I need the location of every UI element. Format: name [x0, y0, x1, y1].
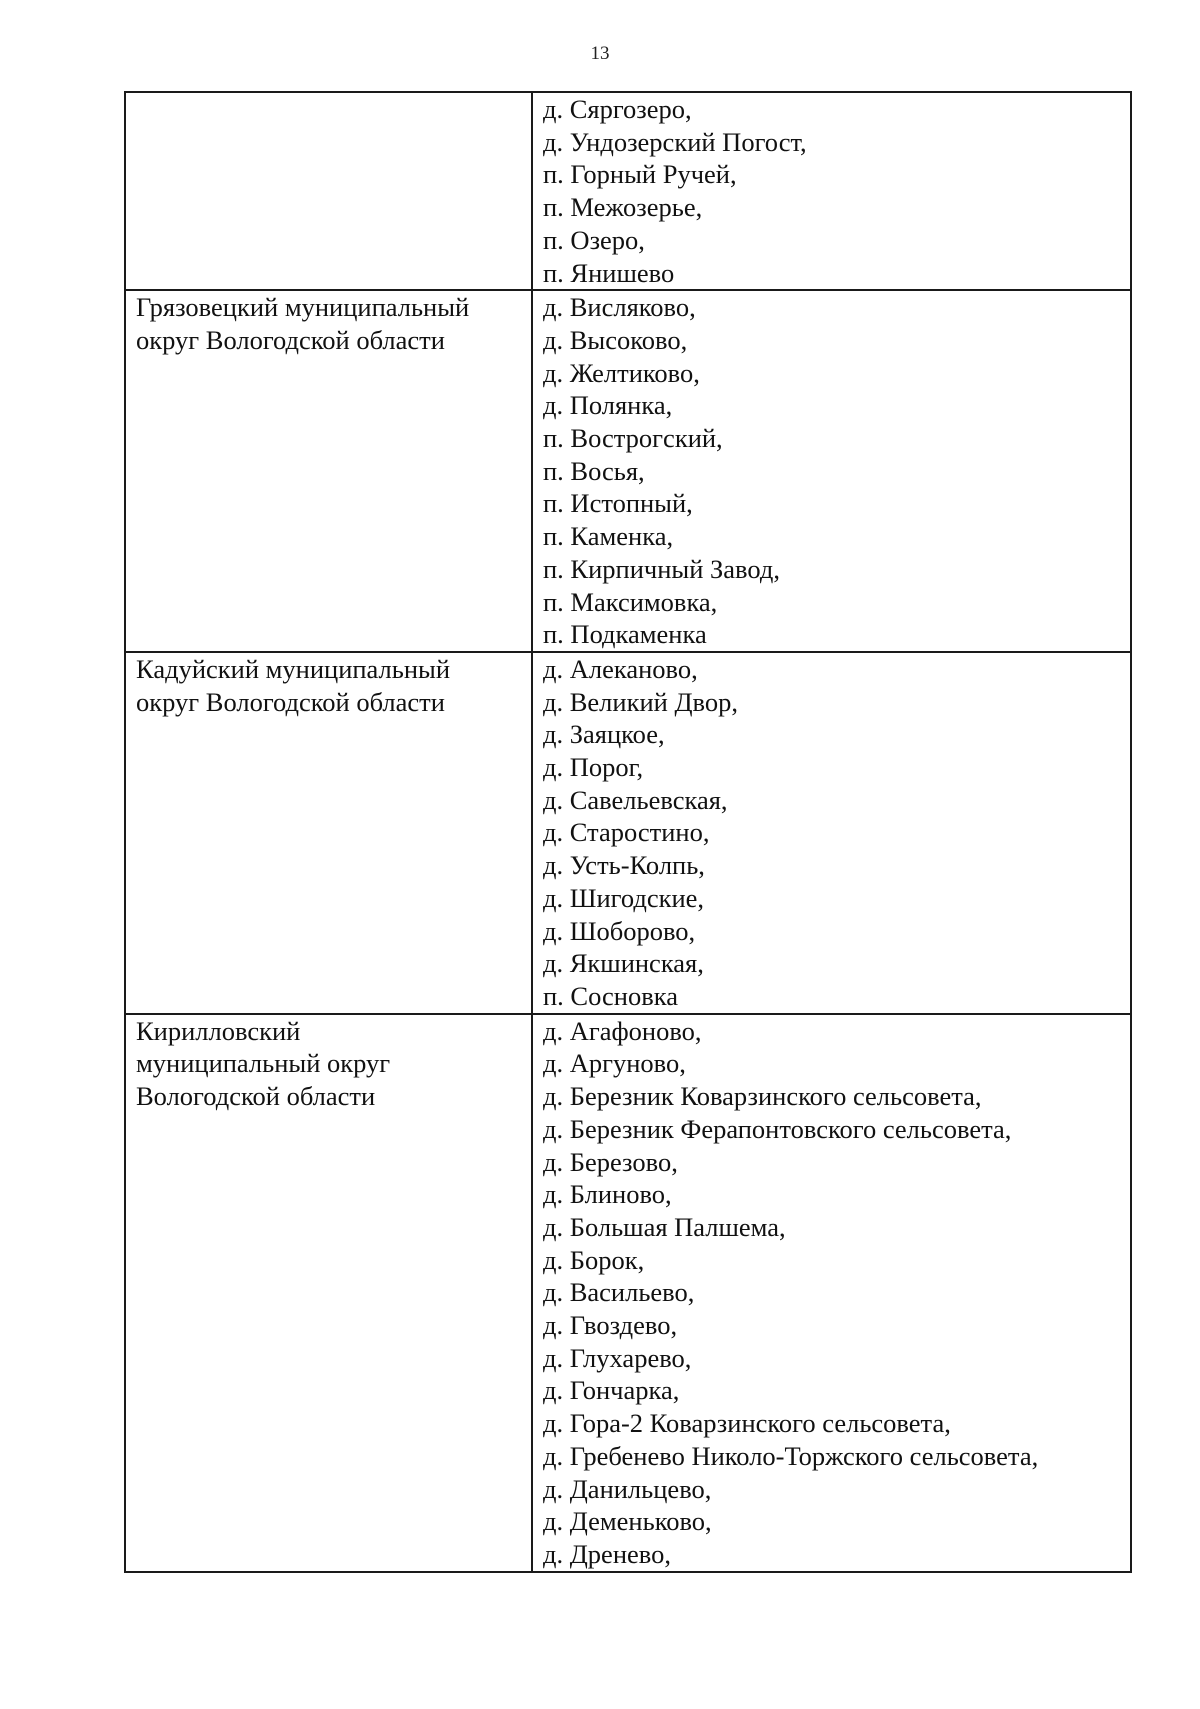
settlement-item: д. Борок,: [543, 1244, 645, 1275]
settlements-cell: [532, 92, 1131, 290]
district-name-line: Кадуйский муниципальный: [136, 653, 451, 684]
settlement-item: д. Полянка,: [543, 390, 673, 421]
district-name-line: муниципальный округ: [136, 1048, 391, 1079]
settlement-item: д. Гвоздево,: [543, 1310, 678, 1341]
district-cell: [125, 652, 532, 1014]
settlement-item: д. Березово,: [543, 1146, 678, 1177]
settlement-item: д. Блиново,: [543, 1179, 672, 1210]
settlement-item: д. Васильево,: [543, 1277, 695, 1308]
settlement-item: д. Старостино,: [543, 817, 710, 848]
settlement-item: д. Глухарево,: [543, 1342, 692, 1373]
settlement-item: д. Большая Палшема,: [543, 1211, 786, 1242]
table-row: [125, 290, 1131, 652]
settlement-item: п. Вострогский,: [543, 423, 723, 454]
district-cell: [125, 1014, 532, 1572]
settlement-item: д. Висляково,: [543, 292, 696, 323]
settlement-item: д. Дренево,: [543, 1538, 671, 1569]
settlement-item: п. Восья,: [543, 455, 645, 486]
district-name-line: округ Вологодской области: [136, 324, 445, 355]
settlement-item: д. Савельевская,: [543, 784, 728, 815]
settlement-item: д. Аргуново,: [543, 1048, 686, 1079]
district-cell: [125, 92, 532, 290]
district-name-line: Грязовецкий муниципальный: [136, 292, 470, 323]
settlement-item: д. Гончарка,: [543, 1375, 680, 1406]
settlement-item: д. Агафоново,: [543, 1015, 702, 1046]
district-cell: [125, 290, 532, 652]
settlement-item: д. Великий Двор,: [543, 686, 738, 717]
district-name-line: Кирилловский: [136, 1015, 301, 1046]
settlement-item: д. Высоково,: [543, 324, 688, 355]
settlement-item: д. Гребенево Николо-Торжского сельсовета,: [543, 1440, 1039, 1471]
settlement-item: д. Ундозерский Погост,: [543, 126, 807, 157]
settlement-item: п. Янишево: [543, 257, 675, 288]
settlement-item: д. Шигодские,: [543, 882, 705, 913]
settlement-item: п. Каменка,: [543, 521, 674, 552]
settlement-item: п. Кирпичный Завод,: [543, 553, 780, 584]
district-name-line: округ Вологодской области: [136, 686, 445, 717]
settlement-item: п. Межозерье,: [543, 192, 703, 223]
district-name-line: Вологодской области: [136, 1081, 376, 1112]
settlement-item: д. Гора-2 Коварзинского сельсовета,: [543, 1408, 951, 1439]
settlement-item: д. Шоборово,: [543, 915, 696, 946]
page-number: 13: [590, 43, 610, 64]
settlement-item: д. Желтиково,: [543, 357, 700, 388]
settlement-item: д. Усть-Колпь,: [543, 850, 705, 881]
settlements-table: [124, 91, 1132, 1573]
settlement-item: д. Деменьково,: [543, 1506, 712, 1537]
settlements-cell: [532, 290, 1131, 652]
table-row: [125, 92, 1131, 290]
settlement-item: д. Алеканово,: [543, 653, 698, 684]
settlement-item: д. Березник Коварзинского сельсовета,: [543, 1081, 982, 1112]
settlement-item: п. Подкаменка: [543, 619, 707, 650]
settlement-item: д. Данильцево,: [543, 1473, 712, 1504]
settlements-cell: [532, 652, 1131, 1014]
settlement-item: п. Горный Ручей,: [543, 159, 737, 190]
settlement-item: д. Заяцкое,: [543, 719, 665, 750]
settlement-item: п. Сосновка: [543, 980, 678, 1011]
settlements-cell: [532, 1014, 1131, 1572]
settlement-item: д. Сяргозеро,: [543, 94, 692, 124]
settlement-item: д. Якшинская,: [543, 948, 704, 979]
settlement-item: п. Максимовка,: [543, 586, 718, 617]
settlement-item: п. Истопный,: [543, 488, 693, 519]
table-row: [125, 652, 1131, 1014]
settlement-item: д. Порог,: [543, 752, 644, 783]
settlement-item: п. Озеро,: [543, 224, 645, 255]
settlement-item: д. Березник Ферапонтовского сельсовета,: [543, 1113, 1012, 1144]
table-row: [125, 1014, 1131, 1572]
